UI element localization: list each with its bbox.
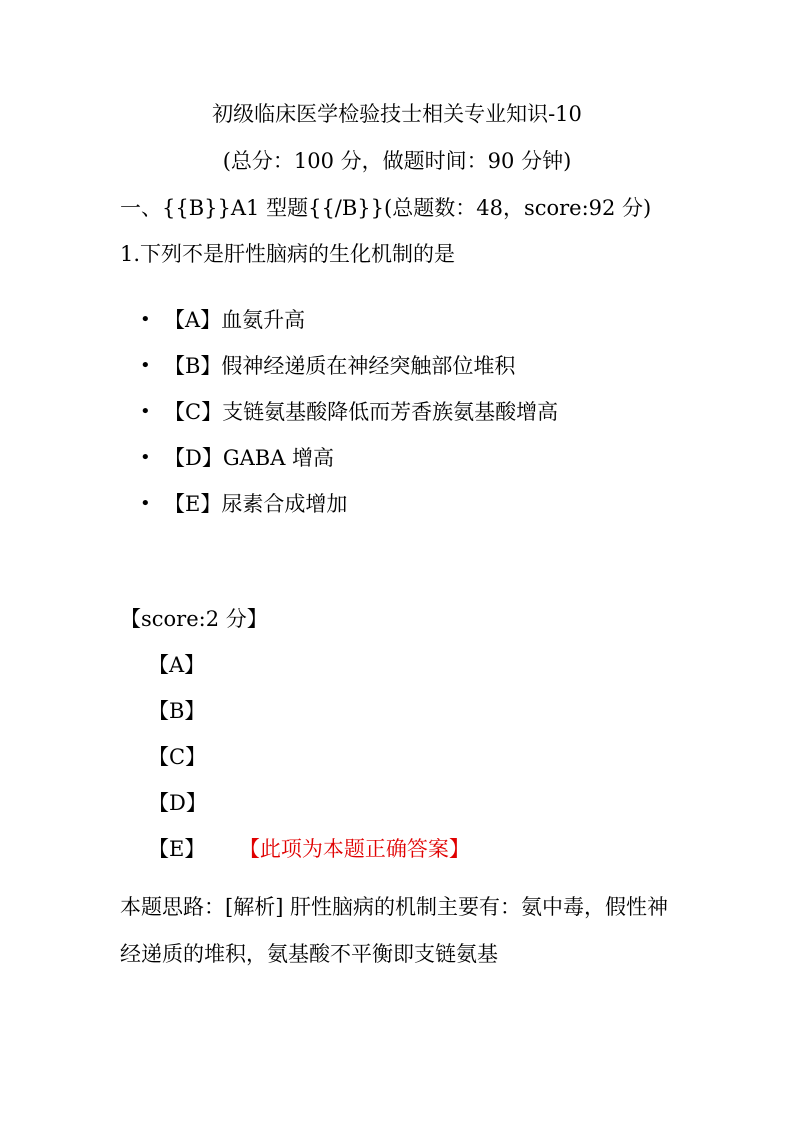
bullet-icon: • bbox=[140, 447, 151, 468]
bullet-icon: • bbox=[140, 355, 151, 376]
answer-a: 【A】 bbox=[148, 653, 206, 677]
bullet-icon: • bbox=[140, 309, 151, 330]
bullet-icon: • bbox=[140, 401, 151, 422]
option-label: 【A】血氨升高 bbox=[164, 308, 306, 332]
option-d bbox=[140, 444, 558, 490]
question-score: 【score:2 分】 bbox=[120, 607, 268, 631]
option-e bbox=[140, 490, 558, 536]
question-text: 1.下列不是肝性脑病的生化机制的是 bbox=[120, 242, 456, 266]
option-label: 【D】GABA 增高 bbox=[164, 446, 335, 470]
section-heading: 一、{{B}}A1 型题{{/B}}(总题数：48，score:92 分) bbox=[120, 196, 652, 220]
answer-b: 【B】 bbox=[148, 699, 206, 723]
bullet-icon: • bbox=[140, 493, 151, 514]
option-a bbox=[140, 306, 558, 352]
correct-answer-note: 【此项为本题正确答案】 bbox=[249, 837, 470, 861]
option-label: 【B】假神经递质在神经突触部位堆积 bbox=[164, 354, 516, 378]
page-subtitle: (总分：100 分，做题时间：90 分钟) bbox=[222, 149, 572, 173]
answer-c: 【C】 bbox=[148, 745, 207, 769]
option-b bbox=[140, 352, 558, 398]
option-list bbox=[140, 306, 558, 536]
option-label: 【E】尿素合成增加 bbox=[164, 492, 348, 516]
page-title: 初级临床医学检验技士相关专业知识-10 bbox=[212, 102, 582, 126]
option-label: 【C】支链氨基酸降低而芳香族氨基酸增高 bbox=[164, 400, 559, 424]
answer-e bbox=[148, 835, 470, 881]
explanation-text: 本题思路：[解析] 肝性脑病的机制主要有：氨中毒，假性神经递质的堆积，氨基酸不平衡即支链氨基 bbox=[120, 895, 669, 966]
answer-list bbox=[148, 651, 470, 881]
answer-d: 【D】 bbox=[148, 791, 207, 815]
option-c bbox=[140, 398, 558, 444]
answer-e-label: 【E】 bbox=[148, 837, 206, 861]
